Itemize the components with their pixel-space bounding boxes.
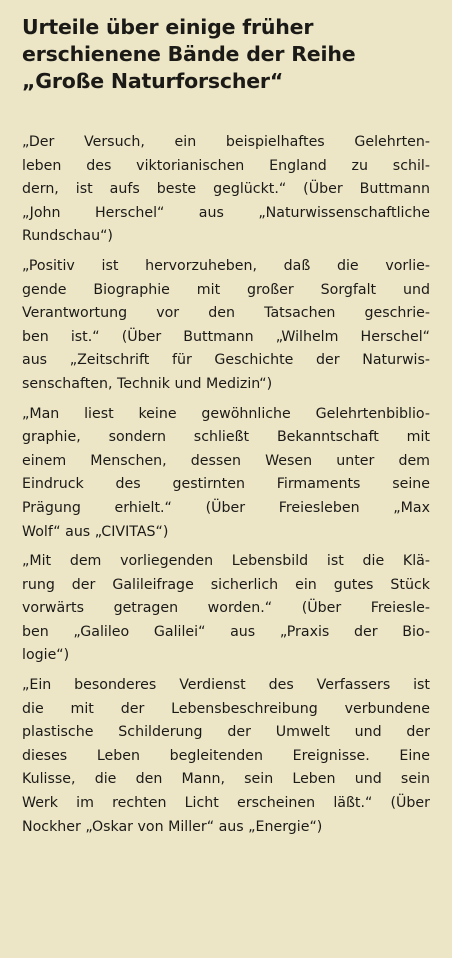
review-line: rung der Galileifrage sicherlich ein gutes Stück (22, 576, 430, 593)
review-quote (22, 131, 430, 249)
page-title-line: erschienene Bände der Reihe (22, 42, 356, 66)
review-line: plastische Schilderung der Umwelt und der (22, 724, 430, 741)
review-quote (22, 550, 430, 668)
review-line: gende Biographie mit großer Sorgfalt und (22, 281, 430, 298)
review-line: ben „Galileo Galilei“ aus „Praxis der Bio- (22, 623, 430, 640)
review-line: „Positiv ist hervorzuheben, daß die vorlie- (22, 257, 430, 274)
review-line: „Man liest keine gewöhnliche Gelehrtenbiblio- (22, 405, 430, 422)
review-line: „John Herschel“ aus „Naturwissenschaftliche (22, 204, 430, 221)
review-quote (22, 255, 430, 397)
page-title-line: „Große Naturforscher“ (22, 69, 284, 93)
review-line: „Mit dem vorliegenden Lebensbild ist die Klä- (22, 553, 430, 570)
review-line: Rundschau“) (22, 228, 113, 245)
review-line: die mit der Lebensbeschreibung verbundene (22, 700, 430, 717)
review-line: graphie, sondern schließt Bekanntschaft mit (22, 429, 430, 446)
review-line: Prägung erhielt.“ (Über Freiesleben „Max (22, 499, 430, 516)
review-line: Verantwortung vor den Tatsachen geschrie- (22, 305, 430, 322)
review-line: Eindruck des gestirnten Firmaments seine (22, 476, 430, 493)
review-quote (22, 403, 430, 545)
page-title (22, 14, 430, 95)
review-line: senschaften, Technik und Medizin“) (22, 375, 273, 392)
review-line: ben ist.“ (Über Buttmann „Wilhelm Herschel“ (22, 328, 430, 345)
review-line: dern, ist aufs beste geglückt.“ (Über Buttmann (22, 181, 430, 198)
review-quote (22, 674, 430, 839)
review-line: „Der Versuch, ein beispielhaftes Gelehrten- (22, 134, 430, 150)
review-line: Nockher „Oskar von Miller“ aus „Energie“) (22, 818, 323, 835)
review-line: Werk im rechten Licht erscheinen läßt.“ (Über (22, 795, 430, 812)
review-line: einem Menschen, dessen Wesen unter dem (22, 452, 430, 469)
review-line: logie“) (22, 647, 70, 664)
review-line: leben des viktorianischen England zu schil- (22, 157, 430, 174)
review-line: Wolf“ aus „CIVITAS“) (22, 523, 169, 540)
review-line: Kulisse, die den Mann, sein Leben und sein (22, 771, 430, 788)
page-title-line: Urteile über einige früher (22, 15, 314, 39)
review-line: dieses Leben begleitenden Ereignisse. Eine (22, 747, 430, 764)
review-line: „Ein besonderes Verdienst des Verfassers ist (22, 677, 430, 694)
review-line: aus „Zeitschrift für Geschichte der Naturwis- (22, 352, 430, 369)
review-list (22, 131, 430, 839)
review-line: vorwärts getragen worden.“ (Über Freiesle- (22, 600, 430, 617)
